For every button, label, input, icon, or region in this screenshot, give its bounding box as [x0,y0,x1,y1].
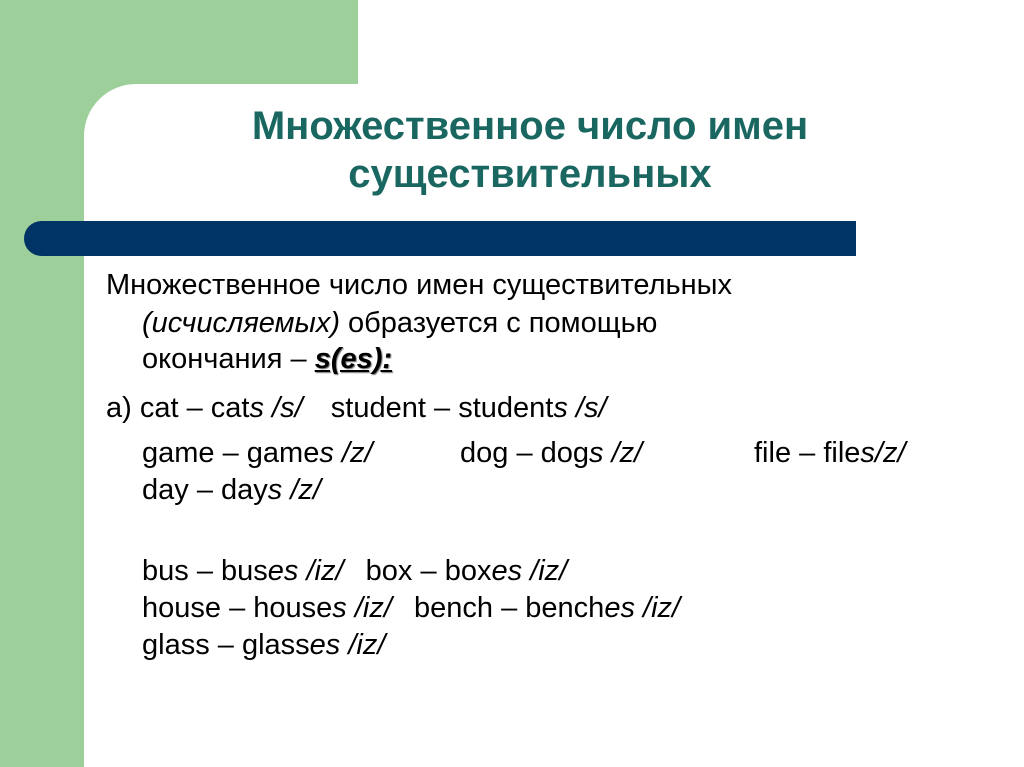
title-line-2: существительных [348,152,712,196]
example-row-z-2 [460,434,642,472]
rule-line-2 [142,304,657,342]
example-item: house – houses /iz/ [142,592,392,624]
ending-marker: s(es): [314,343,393,375]
example-item: box – boxes /iz/ [365,555,568,587]
example-item: day – days /z/ [142,474,321,506]
example-row-z-4 [142,471,321,509]
example-row-z-3 [754,434,906,472]
countable-note: (исчисляемых) [142,307,340,339]
ending-prefix: окончания – [142,343,315,375]
example-row-s [106,389,607,427]
example-item: glass – glasses /iz/ [142,629,386,661]
example-item: bus – buses /iz/ [142,555,344,587]
example-row-iz-3 [142,626,385,664]
rule-line-3 [142,340,392,378]
example-item: student – students /s/ [330,392,607,424]
group-marker: a) [106,392,132,424]
title-line-1: Множественное число имен [251,104,809,148]
example-item: bench – benches /iz/ [414,592,681,624]
example-item: dog – dogs /z/ [460,437,643,469]
example-item: file – files/z/ [754,437,906,469]
example-row-z-1 [142,434,373,472]
example-row-iz-1 [142,552,567,590]
example-item: game – games /z/ [142,437,373,469]
rule-line-1: Множественное число имен существительных [106,269,732,301]
example-row-iz-2 [142,589,680,627]
rule-line-2-rest: образуется с помощью [340,307,658,339]
example-item: cat – cats /s/ [139,392,303,424]
